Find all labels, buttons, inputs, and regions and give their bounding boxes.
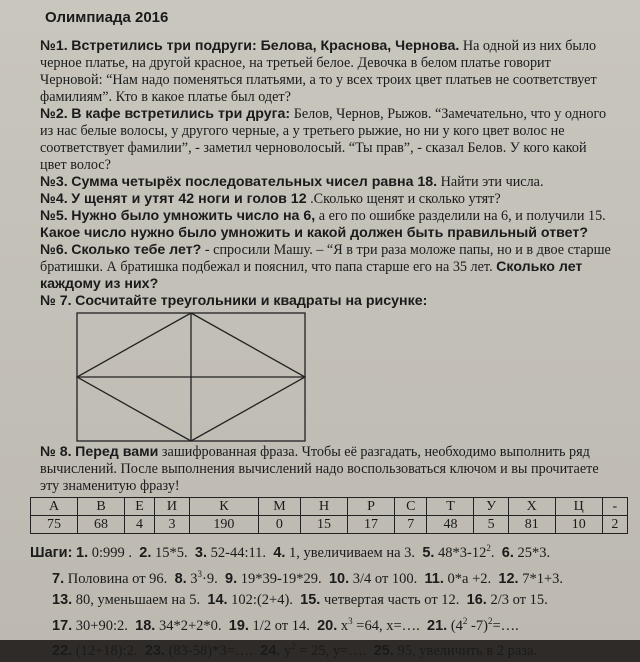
- key-value: 15: [301, 516, 348, 534]
- step-text: (83-58)*3=….: [168, 643, 253, 660]
- problem-1-lead: Встретились три подруги: Белова, Краснова, Чернова.: [71, 38, 460, 54]
- problem-5-number: №5.: [40, 208, 68, 224]
- key-letter: Н: [301, 498, 348, 516]
- step-text: (4: [450, 617, 463, 634]
- step-text: 34*2+2*0.: [158, 617, 222, 634]
- step-text-tail: = 25, y=….: [295, 643, 367, 660]
- problem-5-line2: Какое число нужно было умножить и какой должен быть правильный ответ?: [40, 225, 588, 241]
- steps-line-1: [30, 538, 630, 564]
- key-letter: М: [258, 498, 300, 516]
- problem-4-text: .Сколько щенят и сколько утят?: [310, 191, 501, 207]
- step-text: x: [340, 617, 349, 634]
- step-text-tail: -7): [467, 617, 488, 634]
- problem-3-text: Найти эти числа.: [440, 174, 544, 190]
- step-number: 23.: [144, 643, 165, 660]
- key-letter: К: [189, 498, 258, 516]
- problem-2-last: какой цвет волос?: [40, 140, 587, 173]
- steps-line-3: [30, 590, 630, 611]
- key-letter: Е: [125, 498, 155, 516]
- step-number: 12.: [498, 570, 519, 587]
- step-text: 52-44:11.: [210, 544, 267, 561]
- problem-6-text: - спросили Машу. – “Я в три раза моложе папы, но и в двое: [204, 242, 565, 258]
- problem-1-number: №1.: [40, 38, 68, 54]
- step-number: 15.: [300, 591, 321, 608]
- step-number: 14.: [207, 591, 228, 608]
- page-title: Олимпиада 2016: [45, 9, 169, 26]
- key-letter: Р: [348, 498, 395, 516]
- step-number: 2.: [139, 544, 152, 561]
- step-superscript: 3: [197, 568, 203, 579]
- step-text: 1/2 от 14.: [252, 617, 310, 634]
- steps-line-4: [30, 611, 630, 637]
- problem-5: [40, 208, 615, 242]
- step-text: 3/4 от 100.: [352, 570, 418, 587]
- step-superscript: 2: [486, 543, 491, 553]
- problem-1-line3: “Нам надо поменяться платьями, а то у всех троих цвет платьев не соответствует: [106, 72, 597, 88]
- problem-8-number: № 8.: [40, 444, 72, 460]
- problem-8-lead: Перед вами: [75, 444, 159, 460]
- key-letter: Ц: [555, 498, 602, 516]
- problem-8: [40, 444, 620, 495]
- cipher-key-table: [30, 497, 628, 534]
- key-value: 4: [125, 516, 155, 534]
- step-number: 3.: [194, 544, 207, 561]
- step-number: 19.: [228, 617, 249, 634]
- step-superscript: 3: [348, 615, 353, 626]
- step-number: 24.: [260, 643, 281, 660]
- key-letter: Т: [427, 498, 474, 516]
- problem-6-line3: Сколько лет каждому из них?: [40, 259, 583, 292]
- step-text: 95, увеличить в 2 раза.: [397, 643, 538, 660]
- step-text: 7*1+3.: [522, 570, 564, 587]
- problem-6: [40, 242, 615, 293]
- key-value: 75: [31, 516, 78, 534]
- step-superscript: 2: [291, 641, 296, 652]
- step-number: 4.: [273, 544, 286, 561]
- key-letter: С: [395, 498, 427, 516]
- step-number: 6.: [501, 544, 514, 561]
- step-number: 8.: [174, 570, 187, 587]
- key-value: 3: [155, 516, 190, 534]
- problem-6-lead: Сколько тебе лет?: [71, 242, 202, 258]
- key-value: 68: [78, 516, 125, 534]
- key-value: 10: [555, 516, 602, 534]
- problem-8-text: зашифрованная фраза. Чтобы её разгадать, необходимо выполнить ряд: [161, 444, 590, 460]
- step-text: 0*а +2.: [447, 570, 492, 587]
- steps-label: Шаги:: [30, 544, 73, 561]
- steps-list: [30, 538, 630, 662]
- step-number: 21.: [427, 617, 448, 634]
- key-letters-row: [31, 498, 628, 516]
- step-number: 20.: [317, 617, 338, 634]
- steps-line-2: [30, 564, 630, 590]
- key-letter: А: [31, 498, 78, 516]
- step-number: 10.: [328, 570, 350, 587]
- step-text: 19*39-19*29.: [240, 570, 322, 587]
- step-superscript: 2: [462, 615, 468, 626]
- key-letter: Х: [508, 498, 555, 516]
- key-letter: В: [78, 498, 125, 516]
- step-number: 18.: [135, 617, 156, 634]
- problem-2-text: Белов, Чернов, Рыжов. “Замечательно, что у одного из нас белые волосы, у другого черные, а у третьего рыжие, но ни у кого цвет волос не соответствует фамилии”, - заметил черноволосый. “Ты прав”, - сказал Белов. У кого: [40, 106, 607, 156]
- step-text-tail: ·9.: [202, 570, 218, 587]
- step-text: четвертая часть от 12.: [323, 591, 460, 608]
- step-text-tail: =….: [492, 617, 519, 634]
- key-letter: И: [155, 498, 190, 516]
- step-text: 3: [190, 570, 198, 587]
- problem-3-number: №3.: [40, 174, 68, 190]
- problem-6-number: №6.: [40, 242, 68, 258]
- problem-2-lead: В кафе встретились три друга:: [71, 106, 291, 122]
- step-number: 1.: [76, 544, 89, 561]
- key-value: 48: [427, 516, 474, 534]
- step-text: 15*5.: [155, 544, 188, 561]
- problem-6-line2: старше братишки. А братишка подбежал и пояснил, что папа старше его на 35 лет.: [40, 242, 611, 275]
- step-text: 80, уменьшаем на 5.: [75, 591, 201, 608]
- problem-1-line4: фамилиям”. Кто в какое платье был одет?: [40, 89, 291, 105]
- problem-3: [40, 174, 615, 191]
- problem-2: [40, 106, 615, 174]
- key-values-row: [31, 516, 628, 534]
- problem-4-number: №4.: [40, 191, 68, 207]
- step-text: 1, увеличиваем на 3.: [289, 544, 416, 561]
- step-number: 16.: [466, 591, 487, 608]
- step-number: 9.: [225, 570, 238, 587]
- step-number: 7.: [52, 570, 65, 587]
- step-text: 0:999 .: [91, 544, 133, 561]
- step-text: 48*3-12: [438, 544, 487, 561]
- step-text: 102:(2+4).: [231, 591, 293, 608]
- step-number: 13.: [52, 591, 73, 608]
- step-text: (12+18):2.: [75, 643, 138, 660]
- key-letter: У: [474, 498, 508, 516]
- step-number: 22.: [52, 643, 73, 660]
- key-value: 5: [474, 516, 508, 534]
- step-text: Половина от 96.: [67, 570, 168, 587]
- step-text: 30+90:2.: [75, 617, 128, 634]
- step-text-tail: =64, x=….: [352, 617, 420, 634]
- problem-8-line3: прочитаете эту знаменитую фразу!: [40, 461, 599, 494]
- problem-4-lead: У щенят и утят 42 ноги и голов 12: [71, 191, 307, 207]
- step-number: 17.: [52, 617, 73, 634]
- key-value: 190: [189, 516, 258, 534]
- problem-3-lead: Сумма четырёх последовательных чисел равна 18.: [71, 174, 438, 190]
- step-text: 25*3.: [517, 544, 551, 561]
- key-value: 17: [348, 516, 395, 534]
- key-value: 7: [395, 516, 427, 534]
- problem-7-number: № 7.: [40, 293, 72, 309]
- problem-5-text: а его по ошибке разделили на 6, и получили 15.: [318, 208, 606, 224]
- problem-7: [40, 293, 615, 310]
- key-value: 81: [508, 516, 555, 534]
- step-text-tail: .: [490, 544, 495, 561]
- problem-5-lead: Нужно было умножить число на 6,: [71, 208, 316, 224]
- step-number: 11.: [424, 570, 444, 587]
- step-text: y: [283, 643, 292, 660]
- steps-line-5: [30, 636, 630, 662]
- key-value: 0: [258, 516, 300, 534]
- problem-1: [40, 38, 615, 106]
- problem-1-text: На одной из них было черное платье, на другой красное, на третьей белое. Девочка в белом платье говорит Черновой:: [40, 38, 597, 88]
- step-superscript: 2: [487, 615, 493, 626]
- problem-4: [40, 191, 615, 208]
- step-text: 2/3 от 15.: [490, 591, 548, 608]
- key-letter: -: [602, 498, 627, 516]
- triangles-squares-figure: [76, 312, 306, 442]
- step-number: 5.: [422, 544, 435, 561]
- key-value: 2: [602, 516, 627, 534]
- step-number: 25.: [373, 643, 394, 660]
- problem-8-line2: вычислений. После выполнения вычислений надо воспользоваться ключом и вы: [40, 461, 528, 477]
- problem-2-number: №2.: [40, 106, 68, 122]
- problem-7-lead: Сосчитайте треугольники и квадраты на рисунке:: [75, 293, 428, 309]
